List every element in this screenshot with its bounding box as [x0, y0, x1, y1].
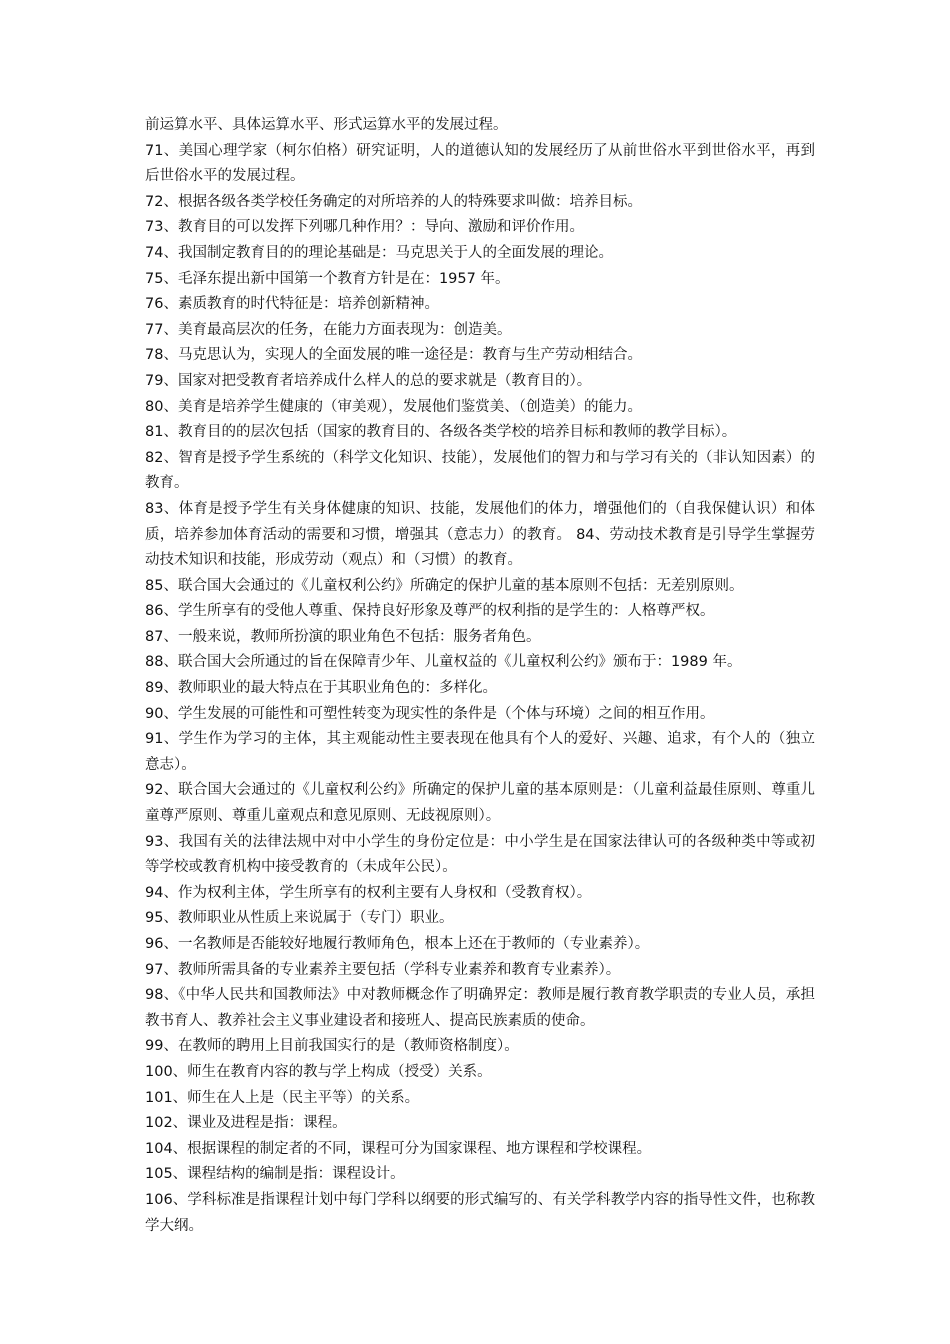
- paragraph-item-75: 75、毛泽东提出新中国第一个教育方针是在：1957 年。: [145, 270, 510, 287]
- paragraph-item-94: 94、作为权利主体，学生所享有的权利主要有人身权和（受教育权）。: [145, 884, 592, 901]
- paragraph-item-96: 96、一名教师是否能较好地履行教师角色，根本上还在于教师的（专业素养）。: [145, 936, 650, 952]
- paragraph-item-74: 74、我国制定教育目的的理论基础是：马克思关于人的全面发展的理论。: [145, 244, 613, 261]
- paragraph-item-77: 77、美育最高层次的任务，在能力方面表现为：创造美。: [145, 321, 512, 338]
- paragraph-item-102: 102、课业及进程是指：课程。: [145, 1115, 347, 1132]
- paragraph-item-83-84: 83、体育是授予学生有关身体健康的知识、技能，发展他们的体力，增强他们的（自我保健认识）和体质，培养参加体育活动的需要和习惯，增强其（意志力）的教育。 84、劳动技术教育是引导学生掌握劳动技术知识和技能，形成劳动（观点）和（习惯）的教育。: [145, 500, 815, 569]
- paragraph-item-87: 87、一般来说，教师所扮演的职业角色不包括：服务者角色。: [145, 628, 541, 645]
- paragraph-item-72: 72、根据各级各类学校任务确定的对所培养的人的特殊要求叫做：培养目标。: [145, 193, 642, 210]
- paragraph-item-73: 73、教育目的可以发挥下列哪几种作用？：导向、激励和评价作用。: [145, 219, 584, 236]
- paragraph-item-97: 97、教师所需具备的专业素养主要包括（学科专业素养和教育专业素养）。: [145, 961, 621, 978]
- paragraph-item-93: 93、我国有关的法律法规中对中小学生的身份定位是：中小学生是在国家法律认可的各级种类中等或初等学校或教育机构中接受教育的（未成年公民）。: [145, 833, 815, 876]
- paragraph-item-100: 100、师生在教育内容的教与学上构成（授受）关系。: [145, 1063, 492, 1080]
- paragraph-item-82: 82、智育是授予学生系统的（科学文化知识、技能），发展他们的智力和与学习有关的（非认知因素）的教育。: [145, 449, 815, 492]
- paragraph-item-79: 79、国家对把受教育者培养成什么样人的总的要求就是（教育目的）。: [145, 372, 592, 389]
- paragraph-item-106: 106、学科标准是指课程计划中每门学科以纲要的形式编写的、有关学科教学内容的指导性文件，也称教学大纲。: [145, 1191, 815, 1234]
- document-page: [145, 113, 815, 1239]
- paragraph-item-99: 99、在教师的聘用上目前我国实行的是（教师资格制度）。: [145, 1038, 519, 1055]
- paragraph-item-88: 88、联合国大会所通过的旨在保障青少年、儿童权益的《儿童权利公约》颁布于：1989 年。: [145, 654, 742, 671]
- paragraph-item-90: 90、学生发展的可能性和可塑性转变为现实性的条件是（个体与环境）之间的相互作用。: [145, 705, 715, 722]
- paragraph-item-85: 85、联合国大会通过的《儿童权利公约》所确定的保护儿童的基本原则不包括：无差别原则。: [145, 577, 744, 594]
- paragraph-item-92: 92、联合国大会通过的《儿童权利公约》所确定的保护儿童的基本原则是：（儿童利益最佳原则、尊重儿童尊严原则、尊重儿童观点和意见原则、无歧视原则）。: [145, 782, 815, 825]
- paragraph-item-71: 71、美国心理学家（柯尔伯格）研究证明，人的道德认知的发展经历了从前世俗水平到世俗水平，再到后世俗水平的发展过程。: [145, 142, 815, 185]
- paragraph-item-78: 78、马克思认为，实现人的全面发展的唯一途径是：教育与生产劳动相结合。: [145, 347, 642, 364]
- paragraph-item-80: 80、美育是培养学生健康的（审美观），发展他们鉴赏美、（创造美）的能力。: [145, 398, 642, 415]
- paragraph-item-105: 105、课程结构的编制是指：课程设计。: [145, 1166, 405, 1183]
- paragraph-item-81: 81、教育目的的层次包括（国家的教育目的、各级各类学校的培养目标和教师的教学目标）。: [145, 424, 737, 441]
- paragraph-item-98: 98、《中华人民共和国教师法》中对教师概念作了明确界定：教师是履行教育教学职责的专业人员，承担教书育人、教养社会主义事业建设者和接班人、提高民族素质的使命。: [145, 987, 815, 1029]
- paragraph-item-104: 104、根据课程的制定者的不同，课程可分为国家课程、地方课程和学校课程。: [145, 1140, 652, 1157]
- paragraph-item-76: 76、素质教育的时代特征是：培养创新精神。: [145, 296, 439, 313]
- paragraph-continuation: 前运算水平、具体运算水平、形式运算水平的发展过程。: [145, 117, 508, 133]
- paragraph-item-101: 101、师生在人上是（民主平等）的关系。: [145, 1089, 420, 1106]
- paragraph-item-89: 89、教师职业的最大特点在于其职业角色的：多样化。: [145, 680, 497, 697]
- paragraph-item-95: 95、教师职业从性质上来说属于（专门）职业。: [145, 910, 454, 927]
- paragraph-item-91: 91、学生作为学习的主体，其主观能动性主要表现在他具有个人的爱好、兴趣、追求，有个人的（独立意志）。: [145, 731, 815, 773]
- paragraph-item-86: 86、学生所享有的受他人尊重、保持良好形象及尊严的权利指的是学生的：人格尊严权。: [145, 603, 715, 620]
